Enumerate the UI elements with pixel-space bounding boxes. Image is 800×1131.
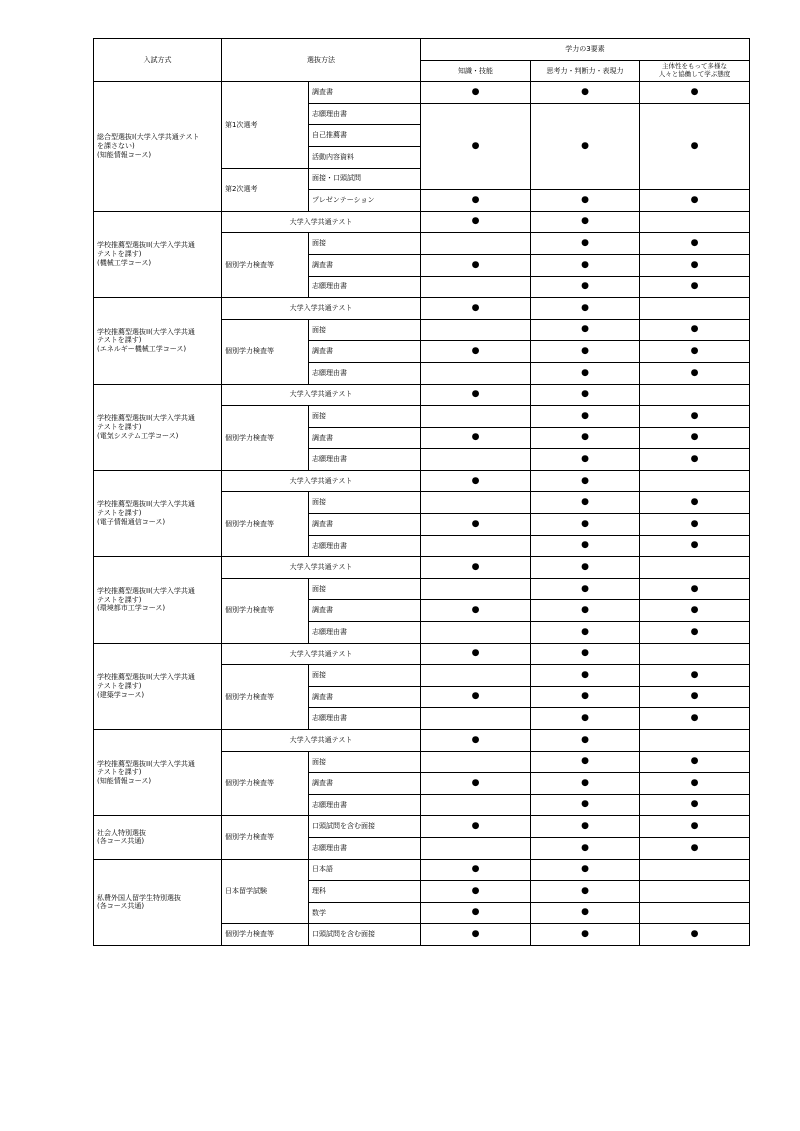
knowledge-mark	[421, 837, 531, 859]
knowledge-mark	[421, 492, 531, 514]
thinking-mark: ●	[531, 751, 640, 773]
knowledge-mark: ●	[421, 730, 531, 752]
knowledge-mark: ●	[421, 816, 531, 838]
table-row	[94, 816, 750, 838]
thinking-mark: ●	[531, 82, 640, 104]
thinking-mark: ●	[531, 298, 640, 320]
knowledge-mark	[421, 449, 531, 471]
common-test-cell: 大学入学共通テスト	[222, 643, 421, 665]
knowledge-mark: ●	[421, 82, 531, 104]
knowledge-mark: ●	[421, 557, 531, 579]
table-row	[94, 82, 750, 104]
selection-item-cell: 調査書	[309, 514, 421, 536]
attitude-mark: ●	[640, 751, 750, 773]
knowledge-mark: ●	[421, 643, 531, 665]
attitude-mark	[640, 557, 750, 579]
selection-item-cell: 調査書	[309, 427, 421, 449]
selection-item-cell: 志願理由書	[309, 708, 421, 730]
knowledge-mark: ●	[421, 514, 531, 536]
common-test-cell: 大学入学共通テスト	[222, 384, 421, 406]
knowledge-mark: ●	[421, 686, 531, 708]
thinking-mark: ●	[531, 708, 640, 730]
table-row	[94, 859, 750, 881]
thinking-mark: ●	[531, 794, 640, 816]
selection-item-cell: 調査書	[309, 254, 421, 276]
table-row	[94, 557, 750, 579]
attitude-mark: ●	[640, 816, 750, 838]
thinking-mark: ●	[531, 837, 640, 859]
knowledge-mark: ●	[421, 924, 531, 946]
common-test-cell: 大学入学共通テスト	[222, 470, 421, 492]
table-row	[94, 730, 750, 752]
attitude-mark: ●	[640, 665, 750, 687]
selection-item-cell: 調査書	[309, 773, 421, 795]
thinking-mark: ●	[531, 902, 640, 924]
selection-item-cell: 志願理由書	[309, 535, 421, 557]
knowledge-mark	[421, 362, 531, 384]
common-test-cell: 大学入学共通テスト	[222, 557, 421, 579]
selection-item-cell: 志願理由書	[309, 622, 421, 644]
attitude-mark	[640, 643, 750, 665]
thinking-mark: ●	[531, 492, 640, 514]
thinking-mark: ●	[531, 406, 640, 428]
knowledge-mark	[421, 708, 531, 730]
table-row	[94, 643, 750, 665]
attitude-mark	[640, 859, 750, 881]
knowledge-mark	[421, 794, 531, 816]
attitude-mark: ●	[640, 600, 750, 622]
header-attitude: 主体性をもって多様な 人々と協働して学ぶ態度	[640, 60, 750, 82]
admission-method-cell: 総合型選抜I(大学入学共通テスト を課さない) (知能情報コース)	[94, 82, 222, 212]
attitude-mark: ●	[640, 449, 750, 471]
thinking-mark: ●	[531, 665, 640, 687]
thinking-mark: ●	[531, 103, 640, 189]
attitude-mark	[640, 730, 750, 752]
attitude-mark: ●	[640, 233, 750, 255]
selection-item-cell: 自己推薦書	[309, 125, 421, 147]
selection-stage-cell: 個別学力検査等	[222, 319, 309, 384]
admission-method-cell: 社会人特別選抜 (各コース共通)	[94, 816, 222, 859]
thinking-mark: ●	[531, 881, 640, 903]
table-row	[94, 211, 750, 233]
selection-item-cell: 面接・口頭試問	[309, 168, 421, 190]
admission-method-cell: 学校推薦型選抜II(大学入学共通 テストを課す) (知能情報コース)	[94, 730, 222, 816]
thinking-mark: ●	[531, 816, 640, 838]
selection-item-cell: 理科	[309, 881, 421, 903]
thinking-mark: ●	[531, 514, 640, 536]
selection-item-cell: 数学	[309, 902, 421, 924]
thinking-mark: ●	[531, 643, 640, 665]
attitude-mark: ●	[640, 427, 750, 449]
selection-item-cell: 口頭試問を含む面接	[309, 816, 421, 838]
selection-stage-cell: 個別学力検査等	[222, 816, 309, 859]
thinking-mark: ●	[531, 319, 640, 341]
selection-stage-cell: 個別学力検査等	[222, 492, 309, 557]
thinking-mark: ●	[531, 470, 640, 492]
knowledge-mark: ●	[421, 211, 531, 233]
selection-item-cell: 面接	[309, 751, 421, 773]
selection-stage-cell: 個別学力検査等	[222, 406, 309, 471]
selection-item-cell: 調査書	[309, 341, 421, 363]
attitude-mark: ●	[640, 276, 750, 298]
admission-method-cell: 学校推薦型選抜II(大学入学共通 テストを課す) (建築学コース)	[94, 643, 222, 729]
attitude-mark: ●	[640, 686, 750, 708]
knowledge-mark	[421, 751, 531, 773]
knowledge-mark	[421, 233, 531, 255]
knowledge-mark: ●	[421, 881, 531, 903]
thinking-mark: ●	[531, 859, 640, 881]
selection-item-cell: 面接	[309, 665, 421, 687]
knowledge-mark: ●	[421, 427, 531, 449]
selection-stage-cell: 個別学力検査等	[222, 924, 309, 946]
header-three-elements: 学力の3要素	[421, 39, 750, 61]
header-admission-method: 入試方式	[94, 39, 222, 82]
selection-item-cell: 調査書	[309, 686, 421, 708]
attitude-mark: ●	[640, 514, 750, 536]
knowledge-mark: ●	[421, 341, 531, 363]
knowledge-mark: ●	[421, 190, 531, 212]
attitude-mark: ●	[640, 319, 750, 341]
selection-item-cell: 面接	[309, 578, 421, 600]
table-row	[94, 470, 750, 492]
selection-item-cell: 日本語	[309, 859, 421, 881]
selection-criteria-sheet	[93, 38, 750, 946]
attitude-mark	[640, 298, 750, 320]
table-body	[94, 82, 750, 946]
thinking-mark: ●	[531, 427, 640, 449]
attitude-mark: ●	[640, 794, 750, 816]
selection-item-cell: 志願理由書	[309, 794, 421, 816]
attitude-mark	[640, 384, 750, 406]
knowledge-mark	[421, 535, 531, 557]
knowledge-mark: ●	[421, 384, 531, 406]
thinking-mark: ●	[531, 384, 640, 406]
attitude-mark: ●	[640, 773, 750, 795]
thinking-mark: ●	[531, 535, 640, 557]
selection-item-cell: 口頭試問を含む面接	[309, 924, 421, 946]
knowledge-mark: ●	[421, 298, 531, 320]
common-test-cell: 大学入学共通テスト	[222, 298, 421, 320]
thinking-mark: ●	[531, 600, 640, 622]
attitude-mark: ●	[640, 578, 750, 600]
common-test-cell: 大学入学共通テスト	[222, 211, 421, 233]
thinking-mark: ●	[531, 686, 640, 708]
knowledge-mark: ●	[421, 600, 531, 622]
admission-method-cell: 学校推薦型選抜II(大学入学共通 テストを課す) (機械工学コース)	[94, 211, 222, 297]
thinking-mark: ●	[531, 211, 640, 233]
selection-item-cell: 志願理由書	[309, 103, 421, 125]
thinking-mark: ●	[531, 773, 640, 795]
knowledge-mark: ●	[421, 859, 531, 881]
knowledge-mark	[421, 622, 531, 644]
common-test-cell: 大学入学共通テスト	[222, 730, 421, 752]
attitude-mark	[640, 881, 750, 903]
admission-method-cell: 学校推薦型選抜II(大学入学共通 テストを課す) (電気システム工学コース)	[94, 384, 222, 470]
thinking-mark: ●	[531, 557, 640, 579]
thinking-mark: ●	[531, 233, 640, 255]
header-knowledge: 知識・技能	[421, 60, 531, 82]
admission-method-cell: 学校推薦型選抜II(大学入学共通 テストを課す) (環境都市工学コース)	[94, 557, 222, 643]
selection-item-cell: 調査書	[309, 600, 421, 622]
selection-stage-cell: 第1次選考	[222, 82, 309, 168]
selection-item-cell: 面接	[309, 406, 421, 428]
thinking-mark: ●	[531, 276, 640, 298]
attitude-mark: ●	[640, 708, 750, 730]
selection-stage-cell: 日本留学試験	[222, 859, 309, 924]
selection-item-cell: 活動内容資料	[309, 146, 421, 168]
knowledge-mark	[421, 406, 531, 428]
thinking-mark: ●	[531, 190, 640, 212]
knowledge-mark: ●	[421, 254, 531, 276]
thinking-mark: ●	[531, 924, 640, 946]
knowledge-mark: ●	[421, 103, 531, 189]
knowledge-mark: ●	[421, 470, 531, 492]
knowledge-mark: ●	[421, 902, 531, 924]
thinking-mark: ●	[531, 341, 640, 363]
attitude-mark: ●	[640, 341, 750, 363]
selection-item-cell: 面接	[309, 233, 421, 255]
thinking-mark: ●	[531, 254, 640, 276]
selection-stage-cell: 個別学力検査等	[222, 578, 309, 643]
selection-item-cell: 志願理由書	[309, 837, 421, 859]
attitude-mark: ●	[640, 103, 750, 189]
attitude-mark: ●	[640, 190, 750, 212]
attitude-mark: ●	[640, 837, 750, 859]
thinking-mark: ●	[531, 362, 640, 384]
attitude-mark: ●	[640, 406, 750, 428]
admission-method-cell: 学校推薦型選抜II(大学入学共通 テストを課す) (電子情報通信コース)	[94, 470, 222, 556]
selection-item-cell: 志願理由書	[309, 276, 421, 298]
selection-item-cell: 調査書	[309, 82, 421, 104]
selection-stage-cell: 第2次選考	[222, 168, 309, 211]
thinking-mark: ●	[531, 449, 640, 471]
selection-item-cell: 志願理由書	[309, 449, 421, 471]
selection-item-cell: 面接	[309, 492, 421, 514]
header-selection-method: 選抜方法	[222, 39, 421, 82]
attitude-mark: ●	[640, 924, 750, 946]
header-thinking: 思考力・判断力・表現力	[531, 60, 640, 82]
attitude-mark	[640, 470, 750, 492]
knowledge-mark	[421, 276, 531, 298]
attitude-mark: ●	[640, 535, 750, 557]
attitude-mark: ●	[640, 622, 750, 644]
table-row	[94, 384, 750, 406]
selection-stage-cell: 個別学力検査等	[222, 233, 309, 298]
table-header	[94, 39, 750, 82]
thinking-mark: ●	[531, 622, 640, 644]
attitude-mark: ●	[640, 82, 750, 104]
selection-item-cell: 面接	[309, 319, 421, 341]
attitude-mark: ●	[640, 492, 750, 514]
knowledge-mark: ●	[421, 773, 531, 795]
table-row	[94, 298, 750, 320]
admission-method-cell: 学校推薦型選抜II(大学入学共通 テストを課す) (エネルギー機械工学コース)	[94, 298, 222, 384]
thinking-mark: ●	[531, 578, 640, 600]
selection-item-cell: 志願理由書	[309, 362, 421, 384]
knowledge-mark	[421, 578, 531, 600]
selection-item-cell: プレゼンテーション	[309, 190, 421, 212]
criteria-table	[93, 38, 750, 946]
attitude-mark	[640, 902, 750, 924]
knowledge-mark	[421, 319, 531, 341]
attitude-mark: ●	[640, 362, 750, 384]
attitude-mark: ●	[640, 254, 750, 276]
attitude-mark	[640, 211, 750, 233]
knowledge-mark	[421, 665, 531, 687]
selection-stage-cell: 個別学力検査等	[222, 665, 309, 730]
admission-method-cell: 私費外国人留学生特別選抜 (各コース共通)	[94, 859, 222, 945]
selection-stage-cell: 個別学力検査等	[222, 751, 309, 816]
thinking-mark: ●	[531, 730, 640, 752]
